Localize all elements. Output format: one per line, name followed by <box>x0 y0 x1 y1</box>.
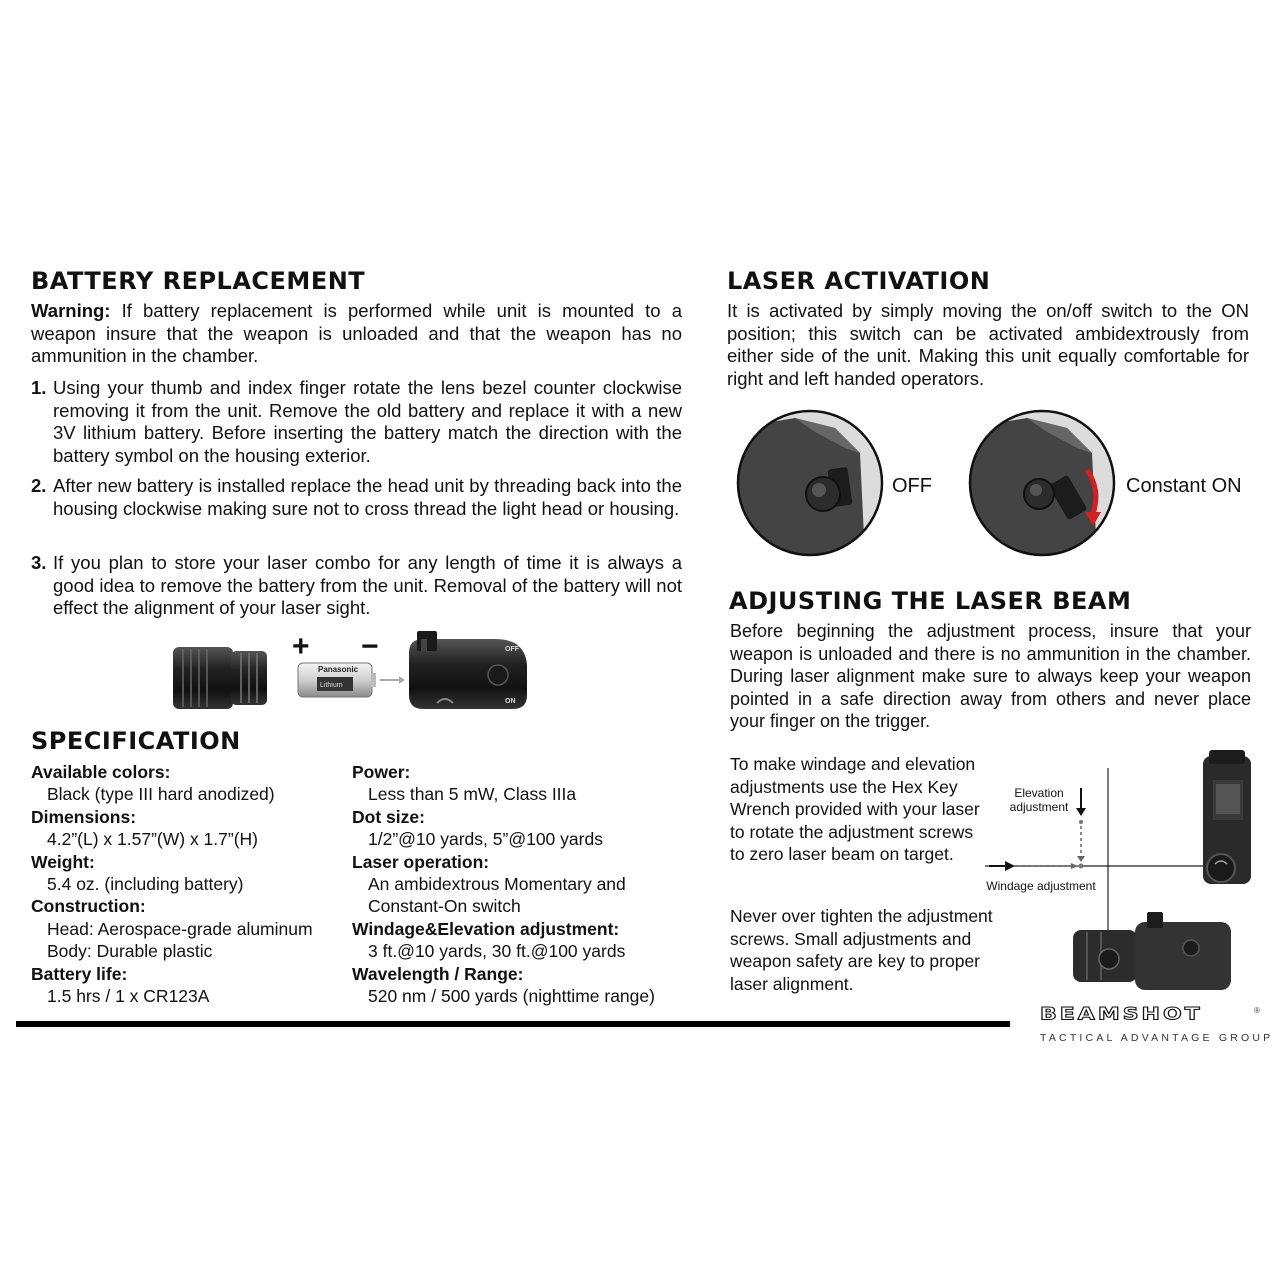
battery-type: Lithium <box>320 682 343 689</box>
spec-label: Laser operation: <box>352 851 490 872</box>
spec-label: Wavelength / Range: <box>352 963 524 984</box>
spec-value: 5.4 oz. (including battery) <box>47 874 244 895</box>
laser-unit-front <box>1203 750 1251 884</box>
spec-value: Less than 5 mW, Class IIIa <box>368 784 577 805</box>
step-number: 3. <box>31 552 47 573</box>
battery-brand: Panasonic <box>318 665 359 674</box>
footer-divider <box>16 1021 1010 1027</box>
step-number: 2. <box>31 475 47 496</box>
battery-cell <box>298 663 376 697</box>
step-number: 1. <box>31 377 47 398</box>
spec-value: 1/2”@10 yards, 5”@100 yards <box>368 829 603 850</box>
spec-value: Constant-On switch <box>368 896 521 917</box>
battery-warning <box>31 300 682 368</box>
spec-value: 4.2”(L) x 1.57”(W) x 1.7”(H) <box>47 829 258 850</box>
battery-step-2 <box>31 475 682 520</box>
battery-illustration <box>165 625 535 720</box>
registered-mark: ® <box>1254 1006 1260 1015</box>
spec-right-column <box>352 761 692 1007</box>
spec-value: 3 ft.@10 yards, 30 ft.@100 yards <box>368 941 626 962</box>
spec-label: Construction: <box>31 896 146 917</box>
brand-tagline: TACTICAL ADVANTAGE GROUP <box>1040 1032 1274 1044</box>
spec-value: 520 nm / 500 yards (nighttime range) <box>368 986 655 1007</box>
spec-label: Battery life: <box>31 963 128 984</box>
spec-value: Body: Durable plastic <box>47 941 213 962</box>
warning-text: If battery replacement is performed while unit is mounted to a weapon insure that the weapon is unloaded and that the weapon has no ammunition in the chamber. <box>31 300 682 366</box>
laser-text: It is activated by simply moving the on/off switch to the ON position; this switch can be activated ambidextrously from either side of the unit. Making this unit equally comfortable for right and left handed operators. <box>727 300 1249 389</box>
laser-unit-side <box>1073 912 1231 990</box>
battery-step-1 <box>31 377 682 467</box>
step-text: If you plan to store your laser combo for any length of time it is always a good idea to remove the battery from the unit. Removal of the battery will not effect the alignment of your laser sight. <box>53 552 682 618</box>
spec-label: Power: <box>352 762 411 782</box>
housing-off-label: OFF <box>505 646 519 653</box>
spec-label: Dot size: <box>352 806 425 827</box>
spec-left-column <box>31 761 351 1007</box>
brand-logo-text: BEAMSHOT <box>1040 1004 1203 1024</box>
windage-label: Windage adjustment <box>986 879 1096 893</box>
adjust-title: ADJUSTING THE LASER BEAM <box>729 587 1132 615</box>
warning-label: Warning: <box>31 300 111 321</box>
adjust-text: Before beginning the adjustment process, insure that your weapon is unloaded and there is no ammunition in the chamber. During laser alignment make sure to always keep your weapon pointed in a safe direction away from others and never place your finger on the trigger. <box>730 621 1251 731</box>
minus-sign: − <box>361 630 379 663</box>
plus-sign: + <box>292 630 310 663</box>
spec-label: Dimensions: <box>31 806 137 827</box>
step-text: After new battery is installed replace the head unit by threading back into the housing clockwise making sure not to cross thread the light head or housing. <box>53 475 682 519</box>
spec-label: Windage&Elevation adjustment: <box>352 918 620 939</box>
battery-title: BATTERY REPLACEMENT <box>31 267 366 295</box>
laser-title: LASER ACTIVATION <box>727 267 991 295</box>
step-text: Using your thumb and index finger rotate the lens bezel counter clockwise removing it from the unit. Remove the old battery and replace it with a new 3V lithium battery. Before inserting the battery match the direction with the battery symbol on the housing exterior. <box>53 377 682 466</box>
battery-step-3 <box>31 552 682 620</box>
elevation-label: Elevation adjustment <box>1009 786 1069 814</box>
switch-on-illustration <box>967 408 1117 558</box>
switch-on-label: Constant ON <box>1126 475 1242 497</box>
spec-label: Available colors: <box>31 762 171 782</box>
spec-title: SPECIFICATION <box>31 727 241 755</box>
spec-value: Head: Aerospace-grade aluminum <box>47 918 313 939</box>
switch-off-label: OFF <box>892 475 932 497</box>
spec-label: Weight: <box>31 851 95 872</box>
switch-off-illustration <box>735 408 885 558</box>
brand-logo <box>1040 1004 1274 1044</box>
lens-bezel <box>173 647 267 709</box>
spec-value: An ambidextrous Momentary and <box>368 874 626 895</box>
spec-value: Black (type III hard anodized) <box>47 784 275 805</box>
caution-text: Never over tighten the adjustment screws. Small adjustments and weapon safety are key to proper laser alignment. <box>730 906 993 994</box>
hex-key-text: To make windage and elevation adjustments use the Hex Key Wrench provided with your laser to rotate the adjustment screws to zero laser beam on target. <box>730 754 980 864</box>
laser-housing <box>409 631 527 709</box>
housing-on-label: ON <box>505 698 516 705</box>
spec-value: 1.5 hrs / 1 x CR123A <box>47 986 210 1007</box>
